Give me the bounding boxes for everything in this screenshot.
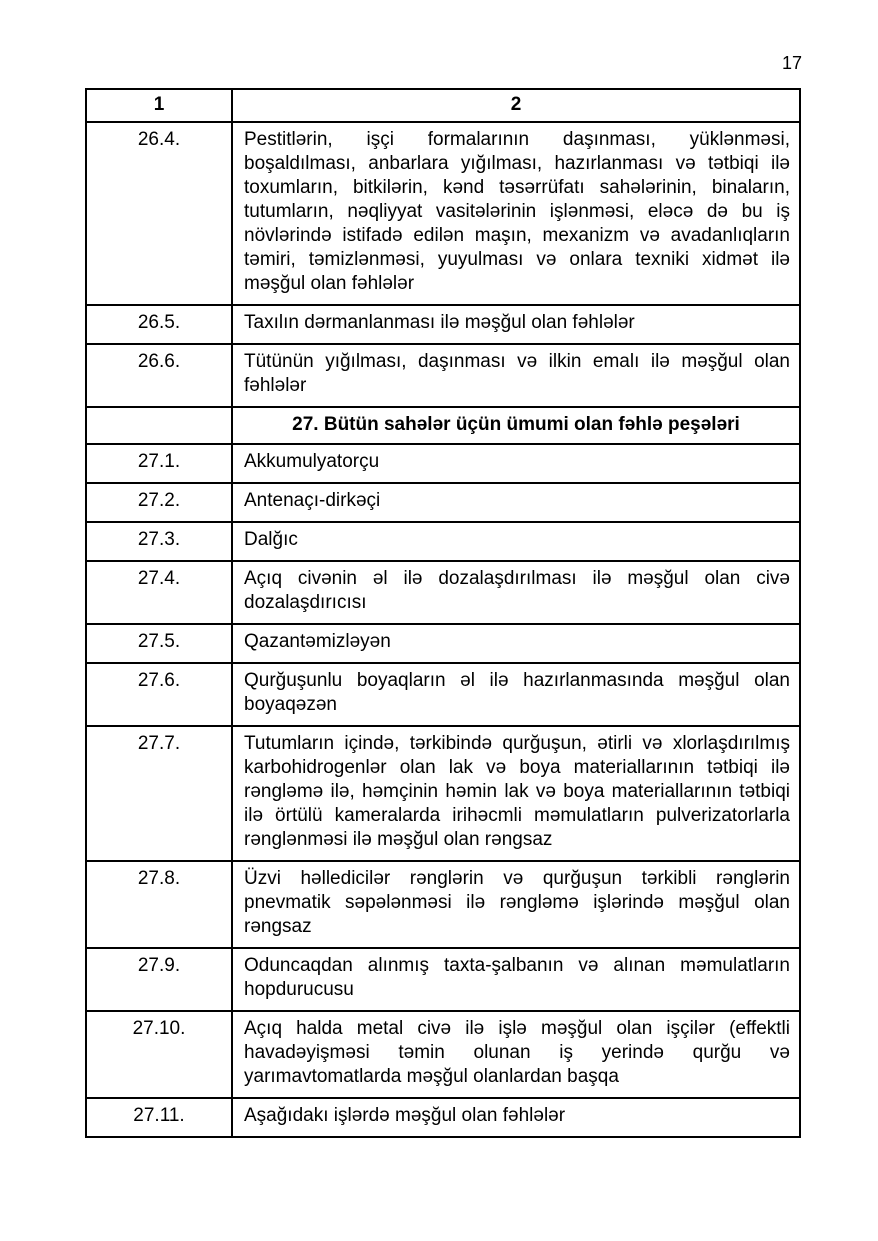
row-text: Pestitlərin, işçi formalarının daşınması, yüklənməsi, boşaldılması, anbarlara yığılması, hazırlanması və tətbiqi ilə toxumların, bitkilərin, kənd təsərrüfatı sahələrinin, binaların, tutumların, nəqliyyat vasitələrinin işlənməsi, eləcə də bu iş növlərində istifadə edilən maşın, mexanizm və avadanlıqların təmiri, təmizlənməsi, yuyulması və onlara texniki xidmət ilə məşğul olan fəhlələr <box>232 122 800 305</box>
table-row <box>86 444 800 483</box>
row-text: Aşağıdakı işlərdə məşğul olan fəhlələr <box>232 1098 800 1137</box>
section-header-row <box>86 407 800 444</box>
row-text: Qurğuşunlu boyaqların əl ilə hazırlanmasında məşğul olan boyaqəzən <box>232 663 800 726</box>
row-number: 27.1. <box>86 444 232 483</box>
table-row <box>86 344 800 407</box>
table-row <box>86 122 800 305</box>
row-text: Tütünün yığılması, daşınması və ilkin emalı ilə məşğul olan fəhlələr <box>232 344 800 407</box>
row-number: 27.3. <box>86 522 232 561</box>
page-number: 17 <box>781 53 802 73</box>
row-number: 27.6. <box>86 663 232 726</box>
table-row <box>86 561 800 624</box>
row-text: Üzvi həlledicilər rənglərin və qurğuşun tərkibli rənglərin pnevmatik səpələnməsi ilə rəngləmə işlərində məşğul olan rəngsaz <box>232 861 800 948</box>
row-number: 27.2. <box>86 483 232 522</box>
row-number: 27.4. <box>86 561 232 624</box>
row-text: Açıq civənin əl ilə dozalaşdırılması ilə məşğul olan civə dozalaşdırıcısı <box>232 561 800 624</box>
table-row <box>86 522 800 561</box>
row-text: Tutumların içində, tərkibində qurğuşun, ətirli və xlorlaşdırılmış karbohidrogenlər olan lak və boya materiallarının tətbiqi ilə rəngləmə ilə, həmçinin həmin lak və boya materiallarının tətbiqi ilə örtülü kameralarda irihəcmli məmulatların pulverizatorlarla rənglənməsi ilə məşğul olan rəngsaz <box>232 726 800 861</box>
row-number: 27.10. <box>86 1011 232 1098</box>
table-row <box>86 1098 800 1137</box>
table-row <box>86 726 800 861</box>
table-row <box>86 305 800 344</box>
row-text: Antenaçı-dirkəçi <box>232 483 800 522</box>
table-header-row <box>86 89 800 122</box>
table-row <box>86 948 800 1011</box>
column-header-1: 1 <box>86 89 232 122</box>
row-text: Qazantəmizləyən <box>232 624 800 663</box>
row-number: 27.7. <box>86 726 232 861</box>
row-text: Oduncaqdan alınmış taxta-şalbanın və alınan məmulatların hopdurucusu <box>232 948 800 1011</box>
row-text: Taxılın dərmanlanması ilə məşğul olan fəhlələr <box>232 305 800 344</box>
row-number: 27.11. <box>86 1098 232 1137</box>
row-number: 26.6. <box>86 344 232 407</box>
column-header-2: 2 <box>232 89 800 122</box>
row-number <box>86 407 232 444</box>
row-text: Dalğıc <box>232 522 800 561</box>
row-number: 27.8. <box>86 861 232 948</box>
row-text: Açıq halda metal civə ilə işlə məşğul olan işçilər (effektli havadəyişməsi təmin olunan iş yerində qurğu və yarımavtomatlarda məşğul olanlardan başqa <box>232 1011 800 1098</box>
section-title: 27. Bütün sahələr üçün ümumi olan fəhlə peşələri <box>232 407 800 444</box>
table-row <box>86 663 800 726</box>
table-row <box>86 624 800 663</box>
table-row <box>86 483 800 522</box>
table-row <box>86 1011 800 1098</box>
row-number: 26.4. <box>86 122 232 305</box>
row-number: 27.9. <box>86 948 232 1011</box>
row-text: Akkumulyatorçu <box>232 444 800 483</box>
occupations-table <box>85 88 801 1138</box>
row-number: 27.5. <box>86 624 232 663</box>
table-body <box>86 122 800 1137</box>
table-row <box>86 861 800 948</box>
row-number: 26.5. <box>86 305 232 344</box>
